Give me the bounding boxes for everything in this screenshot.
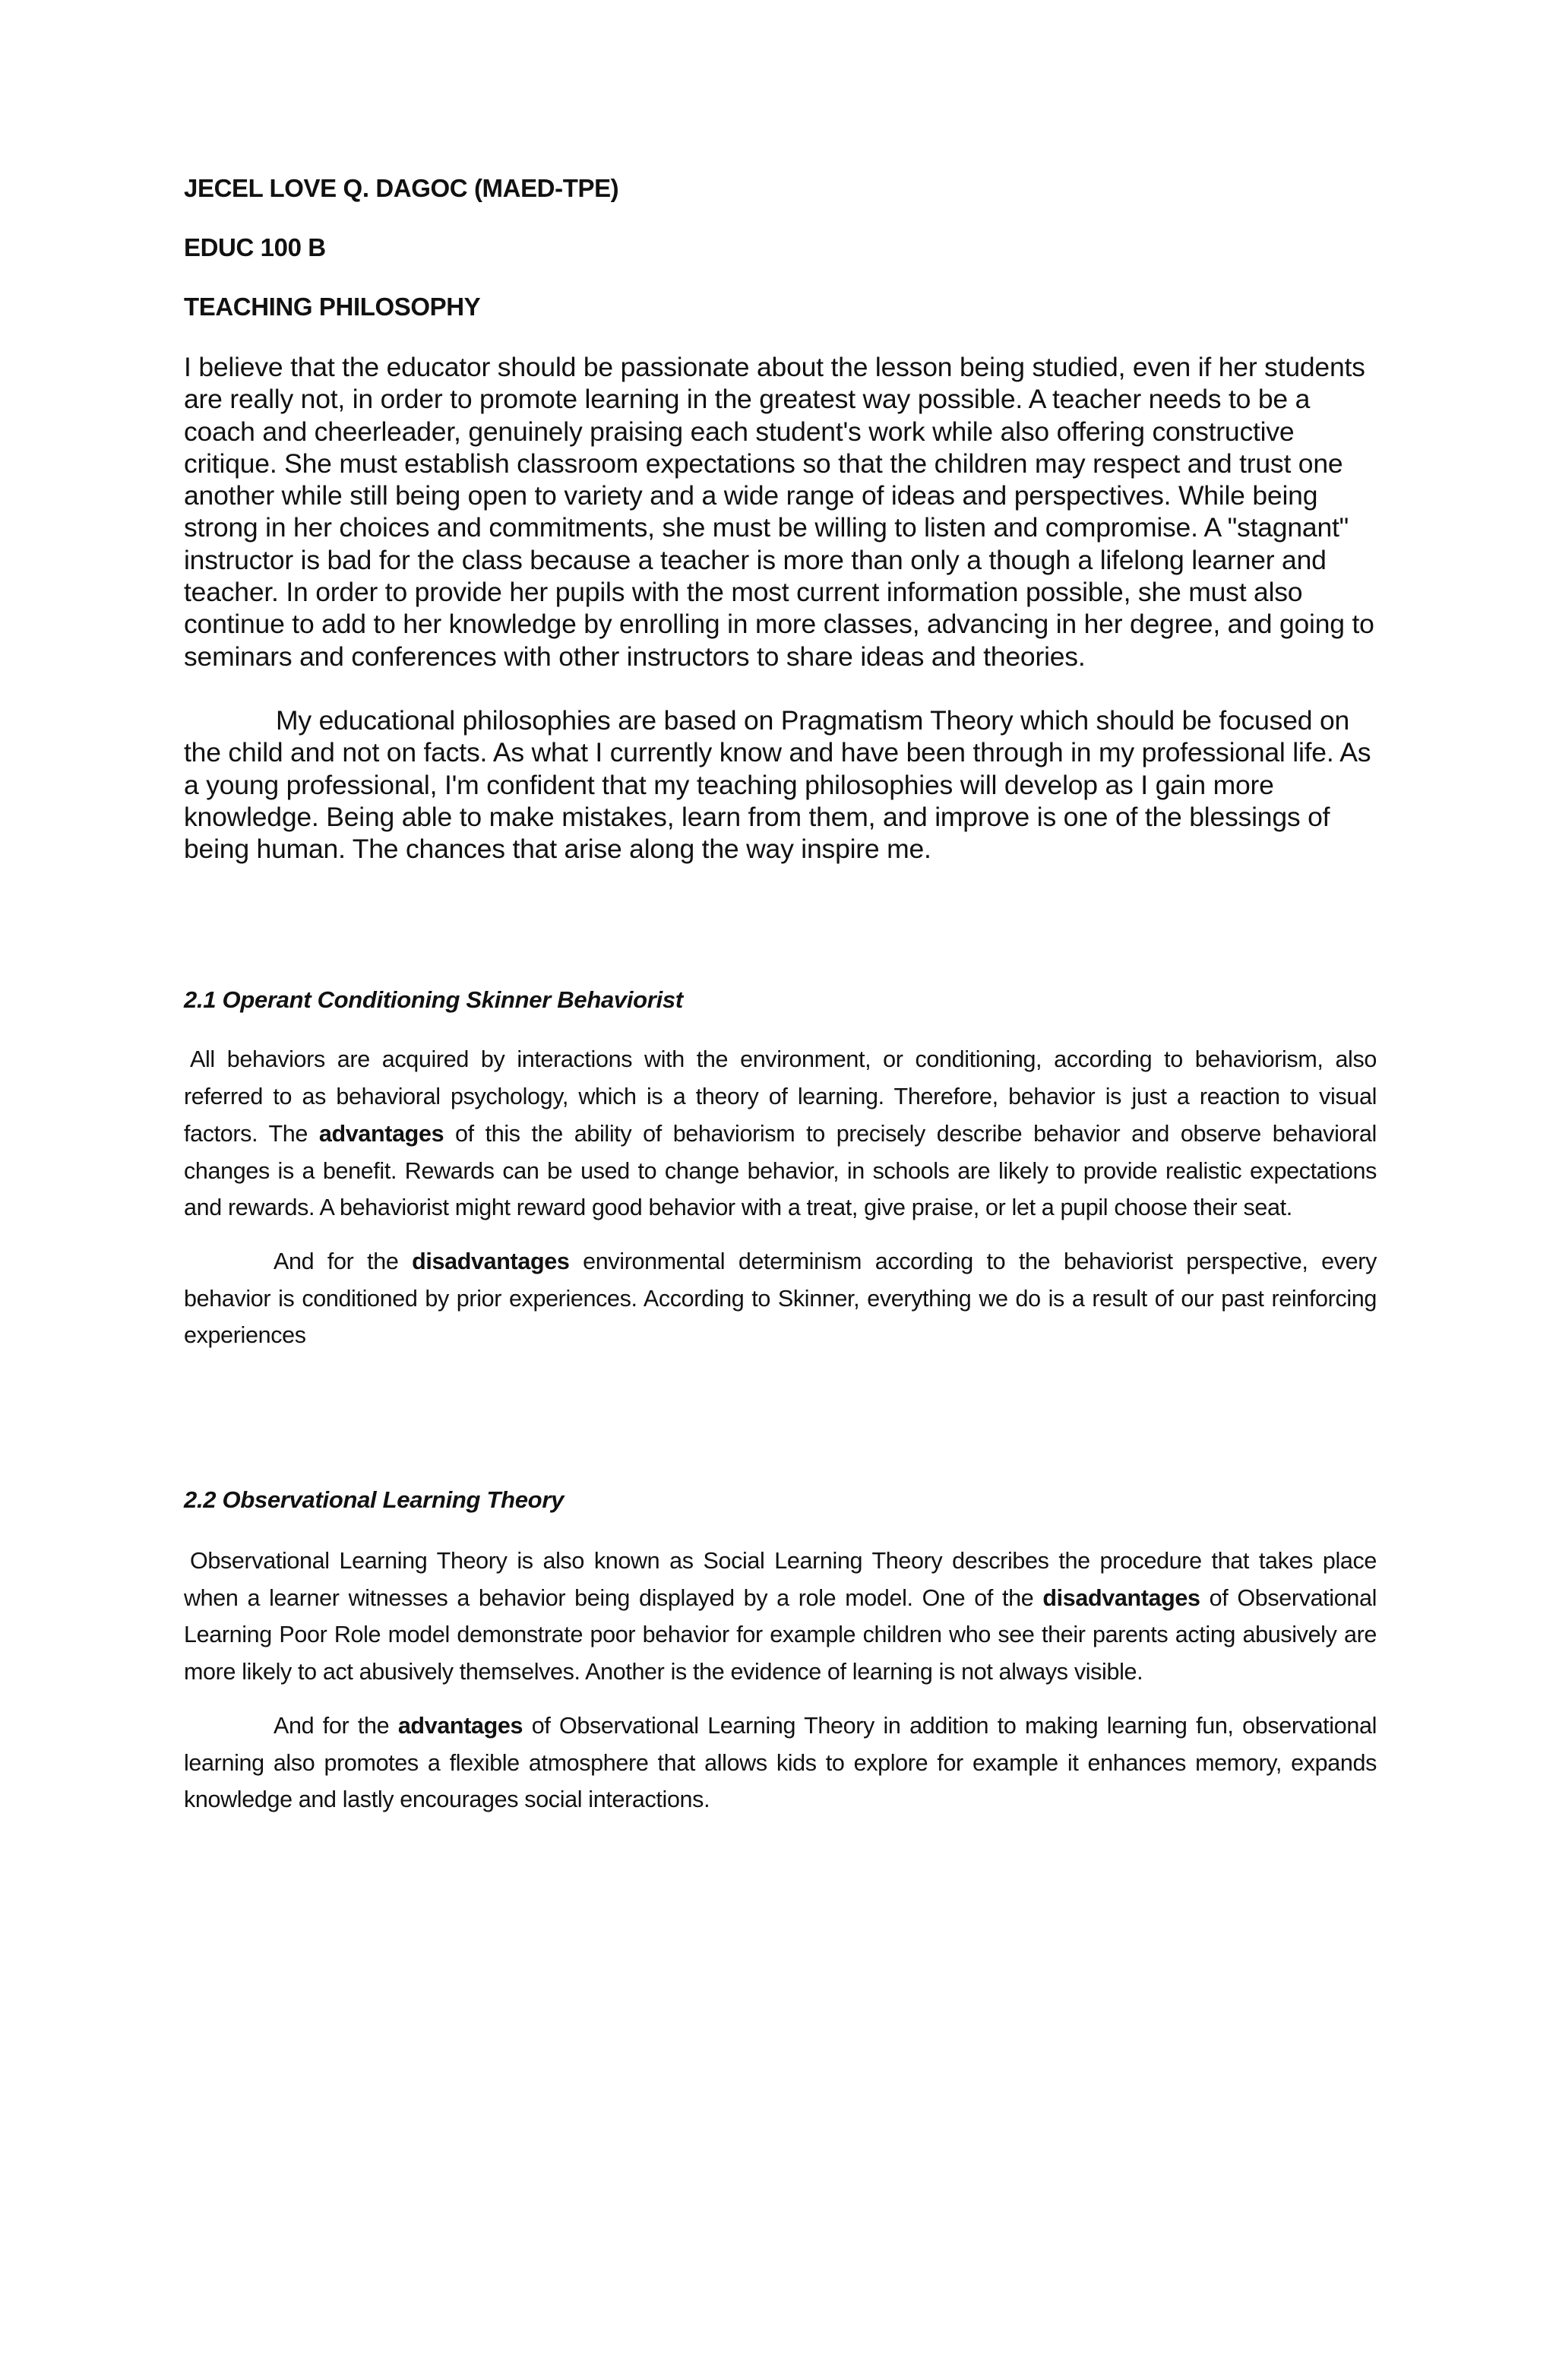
philosophy-paragraph-1: I believe that the educator should be passionate about the lesson being studied, even if her students are really not, in order to promote learning in the greatest way possible. A teacher needs to be a coach and cheerleader, genuinely praising each student's work while also offering constructive critique. She must establish classroom expectations so that the children may respect and trust one another while still being open to variety and a wide range of ideas and perspectives. While being strong in her choices and commitments, she must be willing to listen and compromise. A "stagnant" instructor is bad for the class because a teacher is more than only a though a lifelong learner and teacher. In order to provide her pupils with the most current information possible, she must also continue to add to her knowledge by enrolling in more classes, advancing in her degree, and going to seminars and conferences with other instructors to share ideas and theories.: [184, 352, 1374, 672]
section1-p1-text-a: All behaviors are acquired by interactions with the environment, or conditioning, according to behaviorism, also referred to as behavioral psychology, which is a theory of learning. Therefore, behavior is just a reaction to visual factors. The: [184, 1046, 1377, 1147]
section1-p1-bold: advantages: [318, 1120, 444, 1147]
section1-p2-bold: disadvantages: [412, 1248, 570, 1274]
document-title: TEACHING PHILOSOPHY: [184, 293, 481, 321]
section2-p2-text-a: And for the: [274, 1712, 398, 1739]
author-name: JECEL LOVE Q. DAGOC (MAED-TPE): [184, 174, 619, 202]
section-heading-observational-learning: 2.2 Observational Learning Theory: [184, 1486, 565, 1514]
section2-p1-text-a: Observational Learning Theory is also known as Social Learning Theory describes the procedure that takes place when a learner witnesses a behavior being displayed by a role model. One of the: [184, 1548, 1377, 1611]
section2-p1-text-b: of Observational Learning Poor Role model demonstrate poor behavior for example children who see their parents acting abusively are more likely to act abusively themselves. Another is the evidence of learning is not always visible.: [184, 1584, 1377, 1685]
section1-paragraph-2: [184, 1243, 1377, 1354]
section1-p1-text-b: of this the ability of behaviorism to precisely describe behavior and observe behavioral changes is a benefit. Rewards can be used to change behavior, in schools are likely to provide realistic expectations and rewards. A behaviorist might reward good behavior with a treat, give praise, or let a pupil choose their seat.: [184, 1120, 1377, 1221]
section-heading-operant-conditioning: 2.1 Operant Conditioning Skinner Behaviorist: [184, 986, 683, 1014]
section2-p1-bold: disadvantages: [1042, 1584, 1200, 1611]
course-code: EDUC 100 B: [184, 233, 326, 261]
section1-p2-text-b: environmental determinism according to the behaviorist perspective, every behavior is conditioned by prior experiences. According to Skinner, everything we do is a result of our past reinforcing experiences: [184, 1248, 1377, 1349]
section2-p2-text-b: of Observational Learning Theory in addition to making learning fun, observational learning also promotes a flexible atmosphere that allows kids to explore for example it enhances memory, expands knowledge and lastly encourages social interactions.: [184, 1712, 1377, 1813]
philosophy-paragraph-2: My educational philosophies are based on Pragmatism Theory which should be focused on the child and not on facts. As what I currently know and have been through in my professional life. As a young professional, I'm confident that my teaching philosophies will develop as I gain more knowledge. Being able to make mistakes, learn from them, and improve is one of the blessings of being human. The chances that arise along the way inspire me.: [184, 704, 1371, 865]
section2-paragraph-2: [184, 1707, 1377, 1818]
section1-paragraph-1: [184, 1041, 1377, 1226]
section2-paragraph-1: [184, 1543, 1377, 1691]
section1-p2-text-a: And for the: [274, 1248, 413, 1274]
section2-p2-bold: advantages: [397, 1712, 523, 1739]
